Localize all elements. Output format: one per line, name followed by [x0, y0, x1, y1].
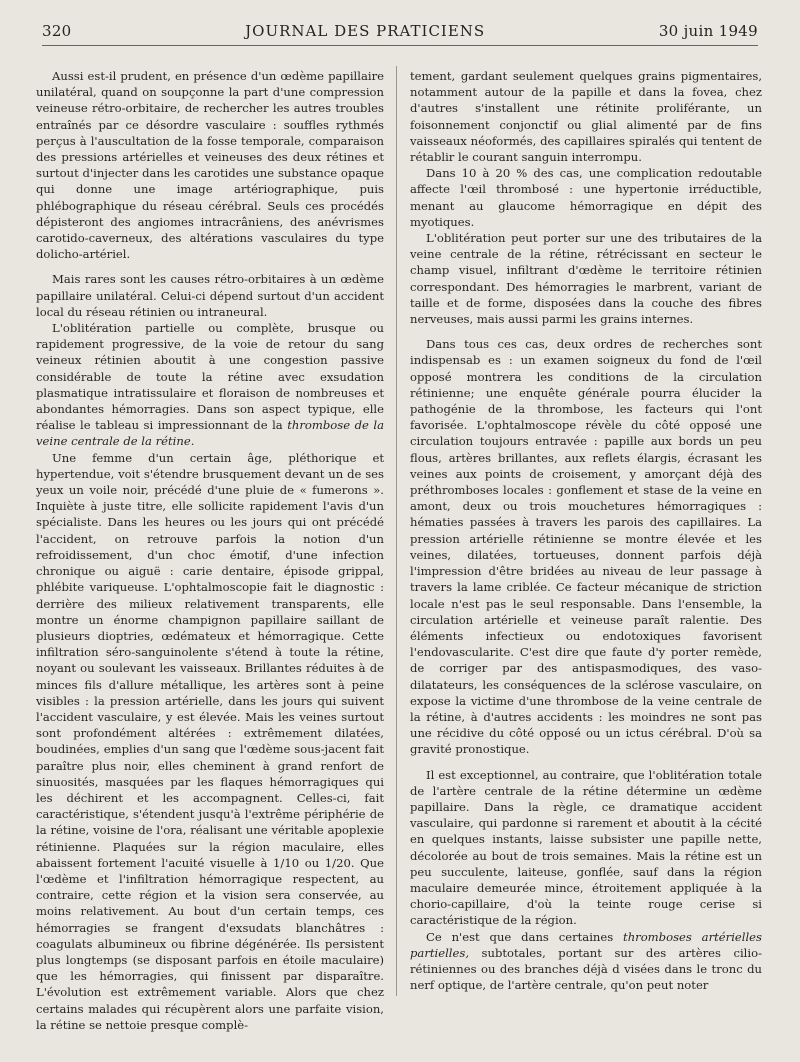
- right-column: [410, 68, 762, 993]
- left-column: [36, 68, 384, 1033]
- page-number: 320: [42, 22, 72, 40]
- paragraph-text: Ce n'est que dans certaines: [426, 929, 624, 944]
- paragraph: [410, 929, 762, 994]
- paragraph-text: subtotales, portant sur des artères cilio-rétiniennes ou des branches déjà d visées dans le tronc du nerf optique, de l'artère centrale, qu'on peut noter: [410, 945, 762, 993]
- paragraph: L'oblitération peut porter sur une des tributaires de la veine centrale de la rétine, rétrécissant en secteur le champ visuel, infiltrant d'œdème le territoire rétinien correspondant. Des hémorragies le marbrent, variant de taille et de forme, disposées dans la couche des fibres nerveuses, mais aussi parmi les grains internes.: [410, 231, 762, 327]
- issue-date: 30 juin 1949: [658, 22, 758, 40]
- paragraph-text: L'oblitération partielle ou complète, brusque ou rapidement progressive, de la voie de retour du sang veineux rétinien aboutit à une congestion passive considérable de toute la rétine avec exsudation plasmatique intratissulaire et floraison de nombreuses et abondantes hémorragies. Dans son aspect typique, elle réalise le tableau si impressionnant de la: [36, 321, 384, 433]
- italic-term: thrombose de la veine centrale de la rétine.: [36, 418, 384, 449]
- paragraph: Mais rares sont les causes rétro-orbitaires à un œdème papillaire unilatéral. Celui-ci dépend surtout d'un accident local du réseau rétinien ou intraneural.: [36, 272, 384, 319]
- paragraph: Aussi est-il prudent, en présence d'un œdème papillaire unilatéral, quand on soupçonne la part d'une compression veineuse rétro-orbitaire, de rechercher les autres troubles entraînés par ce désordre vasculaire : souffles rythmés perçus à l'auscultation de la fosse temporale, comparaison des pressions artérielles et veineuses des deux rétines et surtout d'injecter dans les carotides une substance opaque qui donne une image artériographique, puis phlébographique du réseau cérébral. Seuls ces procédés dépisteront des angiomes intracrâniens, des anévrismes carotido-caverneux, des altérations vasculaires du type dolicho-artériel.: [36, 69, 384, 262]
- paragraph: tement, gardant seulement quelques grains pigmentaires, notamment autour de la papille et dans la fovea, chez d'autres s'installent une rétinite proliférante, un foisonnement conjonctif ou glial alimenté par de fins vaisseaux néoformés, des capillaires spiralés qui tentent de rétablir le courant sanguin interrompu.: [410, 69, 762, 165]
- paragraph: Dans tous ces cas, deux ordres de recherches sont indispensab es : un examen soigneux du fond de l'œil opposé montrera les conditions de la circulation rétinienne; une enquête générale pourra élucider la pathogénie de la thrombose, les facteurs qui l'ont favorisée. L'ophtalmoscope révèle du côté opposé une circulation toujours entravée : papille aux bords un peu flous, artères brillantes, aux reflets élargis, écrasant les veines aux points de croisement, y amorçant déjà des préthromboses locales : gonflement et stase de la veine en amont, deux ou trois mouchetures hémorragiques : hématies passées à travers les parois des capillaires. La pression artérielle rétinienne se montre élevée et les veines, dilatées, tortueuses, donnent parfois déjà l'impression d'être bridées au niveau de leur passage à travers la lame criblée. Ce facteur mécanique de striction locale n'est pas le seul responsable. Dans l'ensemble, la circulation artérielle et veineuse paraît ralentie. Des éléments infectieux ou endotoxiques favorisent l'endovascularite. C'est dire que faute d'y porter remède, de corriger par des antispasmodiques, des vaso-dilatateurs, les conséquences de la sclérose vasculaire, on expose la victime d'une thrombose de la veine centrale de la rétine, à d'autres accidents : les moindres ne sont pas une récidive du côté opposé ou un ictus cérébral. D'où sa gravité pronostique.: [410, 337, 762, 757]
- page-header: [42, 22, 758, 44]
- paragraph: Il est exceptionnel, au contraire, que l'oblitération totale de l'artère centrale de la rétine détermine un œdème papillaire. Dans la règle, ce dramatique accident vasculaire, qui pardonne si rarement et aboutit à la cécité en quelques instants, laisse subsister une papille nette, décolorée au bout de trois semaines. Mais la rétine est un peu succulente, laiteuse, gonflée, sauf dans la région maculaire demeurée mince, étroitement appliquée à la chorio-capillaire, d'où la teinte rouge cerise si caractéristique de la région.: [410, 767, 762, 928]
- header-rule: [42, 45, 758, 46]
- paragraph: [36, 320, 384, 450]
- paragraph: Une femme d'un certain âge, pléthorique et hypertendue, voit s'étendre brusquement devant un de ses yeux un voile noir, précédé d'une pluie de « fumerons ». Inquiète à juste titre, elle sollicite rapidement l'avis d'un spécialiste. Dans les heures ou les jours qui ont précédé l'accident, on retrouve parfois la notion d'un refroidissement, d'un choc émotif, d'une infection chronique ou aiguë : carie dentaire, épisode grippal, phlébite variqueuse. L'ophtalmoscopie fait le diagnostic : derrière des milieux relativement transparents, elle montre un énorme champignon papillaire saillant de plusieurs dioptries, œdémateux et hémorragique. Cette infiltration séro-sanguinolente s'étend à toute la rétine, noyant ou soulevant les vaisseaux. Brillantes réduites à de minces fils d'allure métallique, les artères sont à peine visibles : la pression artérielle, dans les jours qui suivent l'accident vasculaire, y est élevée. Mais les veines surtout sont profondément altérées : extrêmement dilatées, boudinées, emplies d'un sang que l'œdème sous-jacent fait paraître plus noir, elles cheminent à grand renfort de sinuosités, masquées par les flaques hémorragiques qui les déchirent et les accompagnent. Celles-ci, fait caractéristique, s'étendent jusqu'à l'extrême périphérie de la rétine, voisine de l'ora, réalisant une véritable apoplexie rétinienne. Plaquées sur la région maculaire, elles abaissent fortement l'acuité visuelle à 1/10 ou 1/20. Que l'œdème et l'infiltration hémorragique respectent, au contraire, cette région et la vision sera conservée, au moins relativement. Au bout d'un certain temps, ces hémorragies se frangent d'exsudats blanchâtres : coagulats albumineux ou fibrine dégénérée. Ils persistent plus longtemps (se disposant parfois en étoile maculaire) que les hémorragies, qui finissent par disparaître. L'évolution est extrêmement variable. Alors que chez certains malades qui récupèrent alors une parfaite vision, la rétine se nettoie presque complè-: [36, 450, 384, 1032]
- paragraph: Dans 10 à 20 % des cas, une complication redoutable affecte l'œil thrombosé : une hypertonie irréductible, menant au glaucome hémorragique en dépit des myotiques.: [410, 166, 762, 229]
- column-divider: [396, 66, 397, 996]
- journal-title: JOURNAL DES PRATICIENS: [245, 22, 486, 40]
- italic-term: thromboses artérielles partielles,: [410, 929, 762, 960]
